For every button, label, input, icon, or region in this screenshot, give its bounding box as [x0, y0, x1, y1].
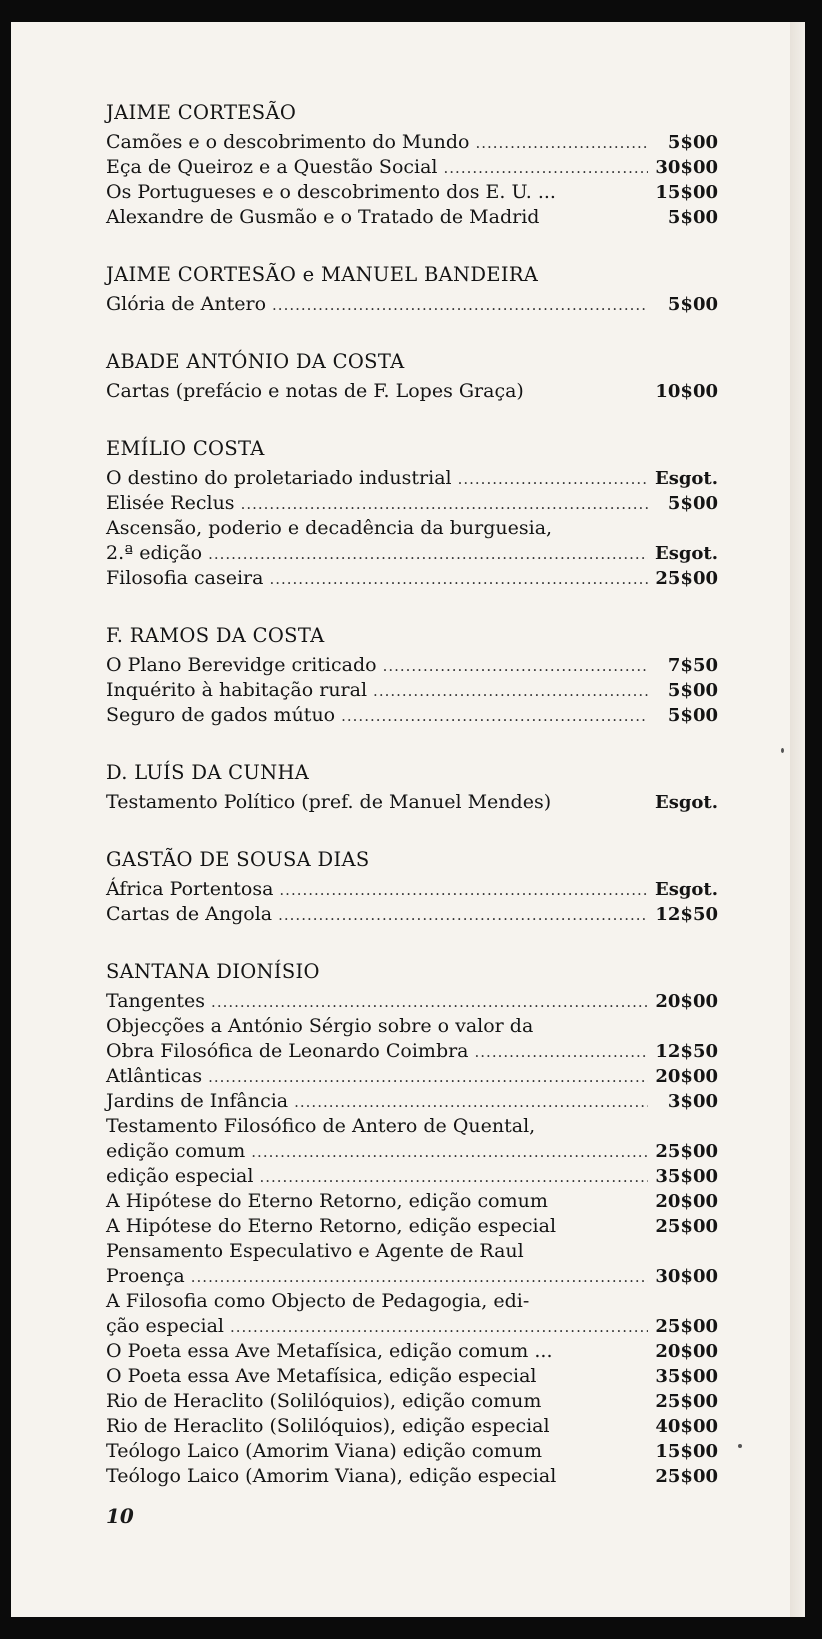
dot-leader [444, 156, 648, 181]
author-section [106, 262, 718, 317]
entry-price: 7$50 [667, 655, 718, 676]
dot-leader [272, 293, 648, 318]
entry-title: edição especial [106, 1165, 254, 1187]
entry-price: 5$00 [667, 680, 718, 701]
dot-leader [458, 467, 648, 492]
entry-price: 10$00 [655, 381, 718, 402]
entry-title: Tangentes [106, 990, 206, 1012]
dot-leader [269, 567, 648, 592]
entry-title: Objecções a António Sérgio sobre o valor da [106, 1015, 534, 1037]
entry-price: 12$50 [655, 904, 718, 925]
catalog-entry [106, 1364, 718, 1389]
entry-price: Esgot. [654, 468, 718, 489]
catalog-entry [106, 1114, 718, 1139]
entry-title: África Portentosa [106, 878, 274, 900]
catalog-entry [106, 1089, 718, 1114]
author-section [106, 623, 718, 728]
catalog-entry [106, 1339, 718, 1364]
author-heading: JAIME CORTESÃO e MANUEL BANDEIRA [106, 263, 539, 286]
catalog-entry [106, 1389, 718, 1414]
author-heading: EMÍLIO COSTA [106, 437, 265, 460]
author-section [106, 349, 718, 404]
entry-title: A Filosofia como Objecto de Pedagogia, edi- [106, 1290, 530, 1312]
dot-leader [279, 878, 648, 903]
entry-price: 25$00 [655, 1216, 718, 1237]
entry-title: Proença [106, 1265, 185, 1287]
entry-title: O Poeta essa Ave Metafísica, edição comum ... [106, 1340, 553, 1362]
book-catalog-list [106, 100, 718, 1521]
catalog-entry [106, 1164, 718, 1189]
entry-price: Esgot. [654, 792, 718, 813]
entry-price: 25$00 [655, 1141, 718, 1162]
catalog-entry [106, 1414, 718, 1439]
dot-leader [259, 1165, 648, 1190]
dot-leader [191, 1265, 648, 1290]
entry-price: 5$00 [667, 294, 718, 315]
entry-price: 5$00 [667, 493, 718, 514]
entry-price: 12$50 [655, 1041, 718, 1062]
author-section [106, 100, 718, 230]
catalog-entry [106, 491, 718, 516]
dot-leader [251, 1140, 648, 1165]
catalog-entry [106, 989, 718, 1014]
entry-title: Alexandre de Gusmão e o Tratado de Madrid [106, 206, 540, 228]
catalog-entry [106, 1064, 718, 1089]
entry-title: ção especial [106, 1315, 224, 1337]
page-edge-shadow [790, 22, 805, 1617]
ink-speck [781, 748, 784, 753]
entry-price: 30$00 [655, 1266, 718, 1287]
catalog-entry [106, 1014, 718, 1039]
entry-title: Filosofia caseira [106, 567, 264, 589]
entry-title: Camões e o descobrimento do Mundo [106, 131, 470, 153]
catalog-entry [106, 541, 718, 566]
entry-title: O Poeta essa Ave Metafísica, edição especial [106, 1365, 537, 1387]
entry-price: 20$00 [655, 1341, 718, 1362]
entry-title: Testamento Filosófico de Antero de Quental, [106, 1115, 536, 1137]
catalog-entry [106, 1289, 718, 1314]
entry-title: 2.ª edição [106, 542, 203, 564]
dot-leader [278, 903, 648, 928]
entry-price: Esgot. [654, 879, 718, 900]
author-heading: ABADE ANTÓNIO DA COSTA [106, 350, 405, 373]
entry-title: edição comum [106, 1140, 246, 1162]
entry-title: Teólogo Laico (Amorim Viana), edição especial [106, 1465, 557, 1487]
catalog-entry [106, 466, 718, 491]
dot-leader [230, 1315, 648, 1340]
catalog-entry [106, 1039, 718, 1064]
entry-title: Os Portugueses e o descobrimento dos E. U. ... [106, 181, 556, 203]
entry-title: O Plano Berevidge criticado [106, 654, 377, 676]
dot-leader [373, 679, 648, 704]
dot-leader [208, 1065, 648, 1090]
dot-leader [475, 131, 648, 156]
entry-price: 35$00 [655, 1166, 718, 1187]
author-heading: SANTANA DIONÍSIO [106, 960, 320, 983]
catalog-entry [106, 155, 718, 180]
entry-title: Cartas (prefácio e notas de F. Lopes Graça) [106, 380, 524, 402]
catalog-entry [106, 902, 718, 927]
author-section [106, 847, 718, 927]
dot-leader [475, 1040, 648, 1065]
entry-title: Jardins de Infância [106, 1090, 289, 1112]
catalog-entry [106, 1239, 718, 1264]
entry-title: O destino do proletariado industrial [106, 467, 452, 489]
catalog-entry [106, 1314, 718, 1339]
ink-speck [738, 1444, 742, 1448]
catalog-entry [106, 790, 718, 815]
entry-price: 15$00 [655, 1441, 718, 1462]
catalog-entry [106, 1464, 718, 1489]
author-section [106, 760, 718, 815]
entry-title: Glória de Antero [106, 293, 267, 315]
author-heading: D. LUÍS DA CUNHA [106, 761, 310, 784]
page-number: 10 [106, 1504, 134, 1528]
catalog-entry [106, 703, 718, 728]
entry-price: 20$00 [655, 1066, 718, 1087]
entry-title: Cartas de Angola [106, 903, 273, 925]
catalog-entry [106, 180, 718, 205]
dot-leader [211, 990, 648, 1015]
author-section [106, 959, 718, 1489]
entry-price: 25$00 [655, 1391, 718, 1412]
entry-price: 40$00 [655, 1416, 718, 1437]
author-heading: JAIME CORTESÃO [106, 101, 297, 124]
entry-title: Rio de Heraclito (Solilóquios), edição comum [106, 1390, 542, 1412]
entry-title: A Hipótese do Eterno Retorno, edição especial [106, 1215, 557, 1237]
entry-title: Pensamento Especulativo e Agente de Raul [106, 1240, 524, 1262]
catalog-entry [106, 130, 718, 155]
author-section [106, 436, 718, 591]
entry-title: Testamento Político (pref. de Manuel Mendes) [106, 791, 552, 813]
catalog-entry [106, 379, 718, 404]
catalog-entry [106, 678, 718, 703]
author-heading: GASTÃO DE SOUSA DIAS [106, 848, 370, 871]
entry-title: Eça de Queiroz e a Questão Social [106, 156, 438, 178]
entry-price: 5$00 [667, 132, 718, 153]
entry-title: Teólogo Laico (Amorim Viana) edição comum [106, 1440, 543, 1462]
catalog-entry [106, 653, 718, 678]
dot-leader [341, 704, 648, 729]
dot-leader [208, 542, 648, 567]
entry-price: 35$00 [655, 1366, 718, 1387]
dot-leader [294, 1090, 648, 1115]
entry-title: Seguro de gados mútuo [106, 704, 336, 726]
entry-price: 25$00 [655, 568, 718, 589]
entry-title: Inquérito à habitação rural [106, 679, 368, 701]
entry-price: 5$00 [667, 705, 718, 726]
entry-title: Ascensão, poderio e decadência da burguesia, [106, 517, 553, 539]
entry-price: 30$00 [655, 157, 718, 178]
entry-title: A Hipótese do Eterno Retorno, edição comum [106, 1190, 548, 1212]
catalog-entry [106, 516, 718, 541]
catalog-entry [106, 1264, 718, 1289]
entry-title: Rio de Heraclito (Solilóquios), edição especial [106, 1415, 550, 1437]
entry-price: 3$00 [667, 1091, 718, 1112]
catalog-entry [106, 1214, 718, 1239]
entry-price: 20$00 [655, 1191, 718, 1212]
catalog-entry [106, 1189, 718, 1214]
catalog-entry [106, 205, 718, 230]
catalog-entry [106, 877, 718, 902]
entry-price: 20$00 [655, 991, 718, 1012]
entry-title: Atlânticas [106, 1065, 203, 1087]
entry-price: 5$00 [667, 207, 718, 228]
dot-leader [241, 492, 648, 517]
entry-price: 25$00 [655, 1316, 718, 1337]
catalog-entry [106, 292, 718, 317]
catalog-entry [106, 566, 718, 591]
catalog-entry [106, 1139, 718, 1164]
entry-title: Elisée Reclus [106, 492, 235, 514]
entry-price: 25$00 [655, 1466, 718, 1487]
entry-title: Obra Filosófica de Leonardo Coimbra [106, 1040, 469, 1062]
author-heading: F. RAMOS DA COSTA [106, 624, 325, 647]
entry-price: Esgot. [654, 543, 718, 564]
dot-leader [383, 654, 648, 679]
entry-price: 15$00 [655, 182, 718, 203]
catalog-entry [106, 1439, 718, 1464]
